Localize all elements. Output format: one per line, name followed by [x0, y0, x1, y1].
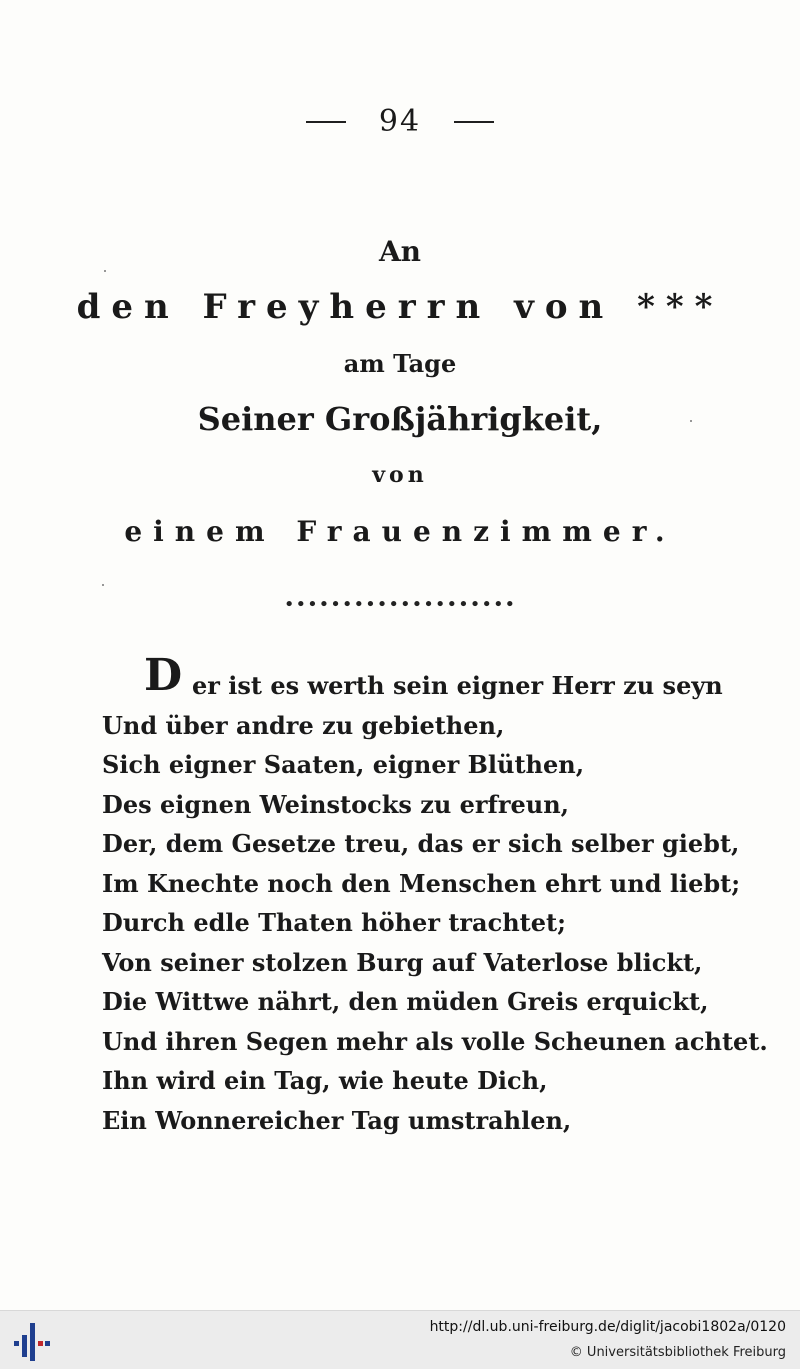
poem-line-first — [102, 650, 742, 706]
header-dash-right — [454, 121, 494, 123]
poem-line-first-text: er ist es werth sein eigner Herr zu seyn — [192, 671, 723, 700]
header-dash-left — [306, 121, 346, 123]
title-line-grossjaehrigkeit: Seiner Großjährigkeit, — [197, 400, 603, 438]
page-header — [0, 104, 800, 139]
poem-line: Im Knechte noch den Menschen ehrt und liebt; — [102, 868, 741, 898]
title-line-von: von — [372, 462, 428, 488]
copyright-notice: © Universitätsbibliothek Freiburg — [569, 1345, 786, 1360]
poem-line: Und über andre zu gebiethen, — [102, 710, 505, 740]
poem-line: Des eignen Weinstocks zu erfreun, — [102, 789, 570, 819]
footer-bar — [0, 1310, 800, 1369]
poem-line: Sich eigner Saaten, eigner Blüthen, — [102, 750, 585, 779]
title-line-freyherrn: den Freyherrn von *** — [76, 287, 724, 327]
title-line-am-tage: am Tage — [343, 349, 457, 378]
paper-speck — [690, 420, 692, 422]
poem-line: Und ihren Segen mehr als volle Scheunen achtet. — [102, 1026, 768, 1056]
paper-speck — [102, 584, 104, 586]
poem-body — [102, 650, 768, 1140]
poem-line: Die Wittwe nährt, den müden Greis erquickt, — [102, 987, 709, 1016]
poem-line: Der, dem Gesetze treu, das er sich selber giebt, — [102, 829, 740, 858]
title-line-frauenzimmer: einem Frauenzimmer. — [124, 515, 676, 548]
ub-freiburg-logo-icon[interactable] — [12, 1319, 52, 1363]
ornament-divider: •••••••••••••••••••• — [283, 594, 517, 615]
poem-title — [0, 228, 800, 562]
poem-line: Ein Wonnereicher Tag umstrahlen, — [102, 1105, 572, 1135]
source-url-link[interactable]: http://dl.ub.uni-freiburg.de/diglit/jacobi1802a/0120 — [429, 1319, 786, 1335]
drop-cap-initial: D — [144, 650, 183, 701]
poem-line: Durch edle Thaten höher trachtet; — [102, 908, 566, 937]
title-line-an: An — [378, 235, 422, 268]
poem-line: Von seiner stolzen Burg auf Vaterlose blickt, — [102, 947, 703, 977]
poem-line: Ihn wird ein Tag, wie heute Dich, — [102, 1066, 548, 1095]
paper-speck — [104, 270, 106, 272]
page-number: 94 — [378, 104, 422, 139]
